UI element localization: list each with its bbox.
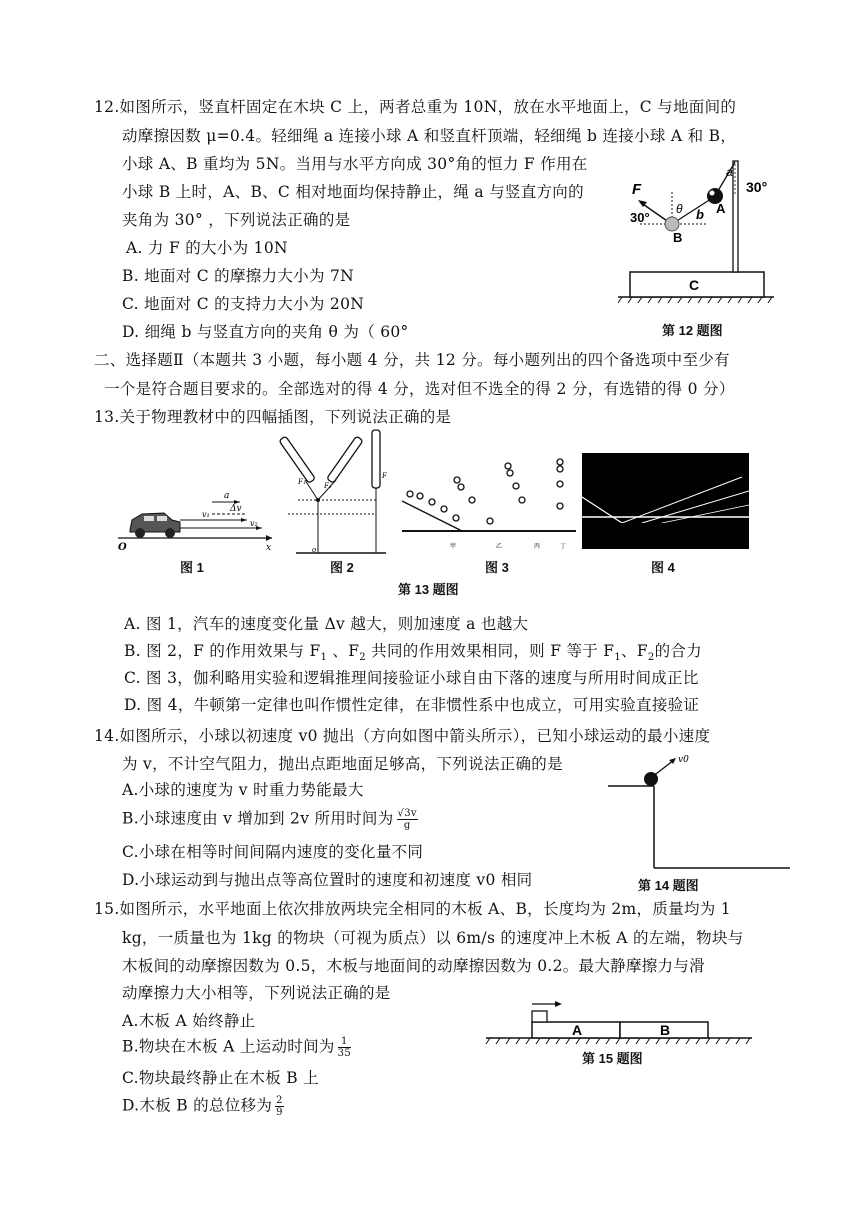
- q15-line-4: 动摩擦力大小相等，下列说法正确的是: [122, 984, 391, 1002]
- q12-fig-label-c: C: [689, 277, 700, 293]
- q13-fig1-v2: v₂: [250, 519, 258, 528]
- q12-fig-label-ball-a: A: [716, 201, 726, 216]
- q12-line-1: 12.如图所示，竖直杆固定在木块 C 上，两者总重为 10N，放在水平地面上，C 与地面间的: [94, 98, 737, 116]
- section-2-line-1: 二、选择题Ⅱ（本题共 3 小题，每小题 4 分，共 12 分。每小题列出的四个备选项中至少有: [94, 351, 730, 369]
- q13-fig1-origin: O: [118, 542, 127, 553]
- section-2-line-2: 一个是符合题目要求的。全部选对的得 4 分，选对但不选全的得 2 分，有选错的得 0 分）: [104, 380, 735, 398]
- q13-fig1-caption: 图 1: [180, 560, 204, 575]
- q13-figure-4: [582, 453, 749, 549]
- q13-figure-1: [112, 478, 282, 554]
- q15-fig-board-a: A: [572, 1022, 583, 1038]
- q12-line-4: 小球 B 上时，A、B、C 相对地面均保持静止，绳 a 与竖直方向的: [122, 183, 584, 201]
- q12-line-2: 动摩擦因数 μ=0.4。轻细绳 a 连接小球 A 和竖直杆顶端，轻细绳 b 连接小球 A 和 B，: [122, 127, 737, 145]
- q14-option-c: C.小球在相等时间间隔内速度的变化量不同: [122, 843, 424, 861]
- q13-fig3-label-jia: 甲: [450, 543, 457, 550]
- q13-fig1-v1: v₁: [202, 510, 210, 519]
- q15-line-3: 木板间的动摩擦因数为 0.5，木板与地面间的动摩擦因数为 0.2。最大静摩擦力与滑: [122, 957, 705, 975]
- q15-option-d: D.木板 B 的总位移为 $\frac{2}{9}$: [122, 1095, 283, 1118]
- q14-option-a: A.小球的速度为 v 时重力势能最大: [122, 781, 364, 799]
- q15-option-c: C.物块最终静止在木板 B 上: [122, 1069, 319, 1087]
- q15-line-1: 15.如图所示，水平地面上依次排放两块完全相同的木板 A、B，长度均为 2m，质量均为 1: [94, 900, 731, 918]
- q12-figure-caption: 第 12 题图: [662, 323, 723, 338]
- q13-figure-caption: 第 13 题图: [398, 582, 459, 597]
- q12-option-a: A. 力 F 的大小为 10N: [126, 239, 288, 257]
- q13-fig3-label-ding: 丁: [560, 543, 567, 550]
- q13-option-b: B. 图 2，F 的作用效果与 $F_1$ 、$F_2$ 共同的作用效果相同，则 F 等于 $F_1$、$F_2$的合力: [124, 642, 702, 664]
- q12-fig-angle-left: 30°: [630, 210, 650, 225]
- q12-fig-label-theta: θ: [676, 202, 683, 216]
- q13-fig2-f1: F₁: [298, 478, 306, 486]
- q13-option-c: C. 图 3，伽利略用实验和逻辑推理间接验证小球自由下落的速度与所用时间成正比: [124, 669, 699, 687]
- q14-option-d: D.小球运动到与抛出点等高位置时的速度和初速度 v0 相同: [122, 871, 533, 889]
- q14-option-b: B.小球速度由 v 增加到 2v 所用时间为 $\frac{√3v}{g}$: [122, 808, 417, 831]
- q15-option-b: B.物块在木板 A 上运动时间为 $\frac{1}{35}$: [122, 1036, 351, 1059]
- q14-line-2: 为 v，不计空气阻力，抛出点距地面足够高，下列说法正确的是: [122, 755, 563, 773]
- q13-figure-2: [278, 428, 393, 558]
- q13-fig2-f: F: [382, 472, 387, 480]
- q15-line-2: kg，一质量也为 1kg 的物块（可视为质点）以 6m/s 的速度冲上木板 A 的左端，物块与: [122, 929, 744, 947]
- q12-fig-label-f: F: [632, 181, 642, 198]
- q14-fig-v0: v0: [678, 755, 689, 765]
- q13-option-d: D. 图 4，牛顿第一定律也叫作惯性定律，在非惯性系中也成立，可用实验直接验证: [124, 696, 700, 714]
- q13-fig1-a: a: [224, 491, 230, 501]
- q13-option-a: A. 图 1，汽车的速度变化量 Δv 越大，则加速度 a 也越大: [124, 615, 529, 633]
- q12-option-d: D. 细绳 b 与竖直方向的夹角 θ 为（ 60°: [122, 323, 409, 341]
- q13-stem: 13.关于物理教材中的四幅插图，下列说法正确的是: [94, 408, 452, 426]
- q12-option-c: C. 地面对 C 的支持力大小为 20N: [122, 295, 365, 313]
- q13-figure-3: [400, 456, 578, 554]
- q12-line-5: 夹角为 30° ，下列说法正确的是: [122, 211, 351, 229]
- q14-figure: [604, 752, 794, 872]
- q13-fig2-o: o: [312, 546, 317, 554]
- q12-figure: [618, 156, 788, 336]
- q12-fig-label-a: a: [726, 165, 733, 179]
- q15-option-a: A.木板 A 始终静止: [122, 1012, 256, 1030]
- q13-fig3-caption: 图 3: [485, 560, 509, 575]
- q13-fig3-label-bing: 丙: [534, 543, 541, 550]
- q12-option-b: B. 地面对 C 的摩擦力大小为 7N: [122, 267, 355, 285]
- q15-figure-caption: 第 15 题图: [582, 1051, 643, 1066]
- q13-fig2-caption: 图 2: [330, 560, 354, 575]
- q12-fig-label-ball-b: B: [673, 230, 683, 245]
- q14-figure-caption: 第 14 题图: [638, 878, 699, 893]
- q15-fig-board-b: B: [660, 1022, 671, 1038]
- q13-fig1-x: x: [266, 543, 272, 553]
- q14-line-1: 14.如图所示，小球以初速度 v0 抛出（方向如图中箭头所示），已知小球运动的最小速度: [94, 727, 711, 745]
- q12-fig-label-b-rope: b: [696, 207, 704, 222]
- q12-line-3: 小球 A、B 重均为 5N。当用与水平方向成 30°角的恒力 F 作用在: [122, 155, 588, 173]
- q12-fig-angle-right: 30°: [746, 179, 768, 195]
- q13-fig4-caption: 图 4: [651, 560, 675, 575]
- q13-fig3-label-yi: 乙: [496, 543, 503, 550]
- q13-fig1-dv: Δv: [230, 504, 242, 514]
- q15-figure: [480, 998, 760, 1048]
- q13-fig2-f2: F₂: [324, 482, 332, 490]
